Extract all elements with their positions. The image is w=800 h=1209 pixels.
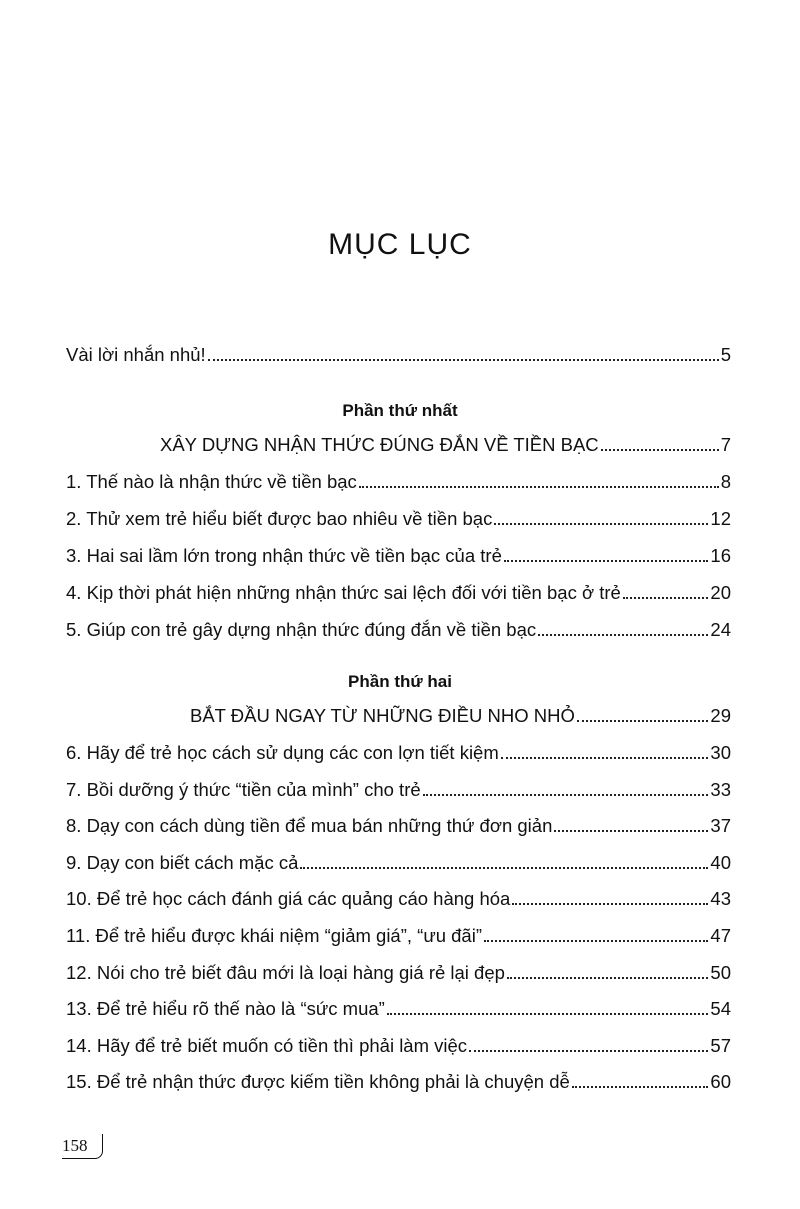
part1-heading: Phần thứ nhất xyxy=(342,401,458,420)
toc-entry[interactable] xyxy=(66,961,731,985)
toc-entry-label: 1. Thế nào là nhận thức về tiền bạc xyxy=(66,471,357,492)
dot-leader xyxy=(494,523,708,525)
toc-entry-page: 60 xyxy=(710,1071,731,1093)
toc-entry-intro[interactable] xyxy=(66,343,731,367)
toc-entry-label: 5. Giúp con trẻ gây dựng nhận thức đúng đắn về tiền bạc xyxy=(66,619,537,640)
dot-leader xyxy=(501,757,709,759)
toc-entry[interactable] xyxy=(66,887,731,911)
toc-entry-page: 7 xyxy=(720,434,731,455)
toc-entry-page: 43 xyxy=(710,888,731,910)
toc-entry[interactable] xyxy=(66,814,731,838)
toc-entry-label: 9. Dạy con biết cách mặc cả xyxy=(66,851,299,873)
toc-entry[interactable] xyxy=(66,1034,731,1058)
toc-entry-page: 54 xyxy=(710,998,731,1020)
toc-entry-label: 10. Để trẻ học cách đánh giá các quảng cáo hàng hóa xyxy=(66,888,511,910)
toc-entry[interactable] xyxy=(66,924,731,948)
toc-entry-label: 6. Hãy để trẻ học cách sử dụng các con lợn tiết kiệm xyxy=(66,742,499,763)
toc-entry[interactable] xyxy=(66,851,731,875)
toc-entry-page: 16 xyxy=(710,545,731,566)
toc-entry-label: XÂY DỰNG NHẬN THỨC ĐÚNG ĐẮN VỀ TIỀN BẠC xyxy=(160,434,599,455)
part2-heading: Phần thứ hai xyxy=(348,672,452,691)
page-number: 158 xyxy=(62,1134,103,1159)
toc-entry-label: 2. Thử xem trẻ hiểu biết được bao nhiêu về tiền bạc xyxy=(66,508,493,529)
toc-entry-page: 24 xyxy=(710,619,731,640)
toc-entry-page: 50 xyxy=(710,961,731,983)
toc-entry[interactable] xyxy=(66,1070,731,1094)
toc-entry-label: 3. Hai sai lầm lớn trong nhận thức về tiền bạc của trẻ xyxy=(66,545,502,566)
dot-leader xyxy=(512,903,708,905)
dot-leader xyxy=(387,1013,709,1015)
dot-leader xyxy=(423,794,709,796)
dot-leader xyxy=(577,720,709,722)
part1-subtitle[interactable] xyxy=(160,433,731,457)
toc-entry-page: 20 xyxy=(710,582,731,603)
toc-entry-page: 40 xyxy=(710,851,731,873)
dot-leader xyxy=(469,1050,708,1052)
toc-entry-page: 37 xyxy=(710,815,731,837)
toc-entry[interactable] xyxy=(66,470,731,494)
toc-entry[interactable] xyxy=(66,581,731,605)
toc-entry-label: BẮT ĐẦU NGAY TỪ NHỮNG ĐIỀU NHO NHỎ xyxy=(190,705,575,726)
dot-leader xyxy=(601,449,719,451)
toc-entry-label: 13. Để trẻ hiểu rõ thế nào là “sức mua” xyxy=(66,998,385,1020)
toc-entry-label: 8. Dạy con cách dùng tiền để mua bán những thứ đơn giản xyxy=(66,815,553,837)
toc-entry[interactable] xyxy=(66,544,731,568)
dot-leader xyxy=(554,830,708,832)
dot-leader xyxy=(538,634,708,636)
dot-leader xyxy=(484,940,708,942)
toc-entry-label: 15. Để trẻ nhận thức được kiếm tiền không phải là chuyện dễ xyxy=(66,1071,570,1093)
toc-entry-page: 12 xyxy=(710,508,731,529)
toc-entry-page: 8 xyxy=(720,471,731,492)
toc-entry-page: 30 xyxy=(710,742,731,763)
toc-entry-label: Vài lời nhắn nhủ! xyxy=(66,344,206,365)
toc-entry[interactable] xyxy=(66,741,731,765)
toc-entry-label: 7. Bồi dưỡng ý thức “tiền của mình” cho trẻ xyxy=(66,778,421,800)
dot-leader xyxy=(507,977,708,979)
toc-entry[interactable] xyxy=(66,997,731,1021)
toc-entry-label: 12. Nói cho trẻ biết đâu mới là loại hàng giá rẻ lại đẹp xyxy=(66,961,505,983)
dot-leader xyxy=(504,560,709,562)
toc-entry-label: 14. Hãy để trẻ biết muốn có tiền thì phải làm việc xyxy=(66,1034,468,1056)
toc-entry[interactable] xyxy=(66,507,731,531)
toc-entry-page: 33 xyxy=(710,778,731,800)
dot-leader xyxy=(300,867,708,869)
toc-entry-page: 29 xyxy=(710,705,731,726)
toc-entry-label: 4. Kịp thời phát hiện những nhận thức sai lệch đối với tiền bạc ở trẻ xyxy=(66,582,621,603)
toc-entry[interactable] xyxy=(66,778,731,802)
toc-entry-label: 11. Để trẻ hiểu được khái niệm “giảm giá”, “ưu đãi” xyxy=(66,925,482,946)
page-title: MỤC LỤC xyxy=(328,228,472,261)
toc-entry[interactable] xyxy=(66,618,731,642)
dot-leader xyxy=(623,597,709,599)
dot-leader xyxy=(208,359,719,361)
toc-entry-page: 47 xyxy=(710,925,731,946)
toc-entry-page: 5 xyxy=(720,344,731,365)
toc-entry-page: 57 xyxy=(710,1034,731,1056)
part2-subtitle[interactable] xyxy=(190,704,731,728)
dot-leader xyxy=(572,1086,709,1088)
dot-leader xyxy=(359,486,719,488)
